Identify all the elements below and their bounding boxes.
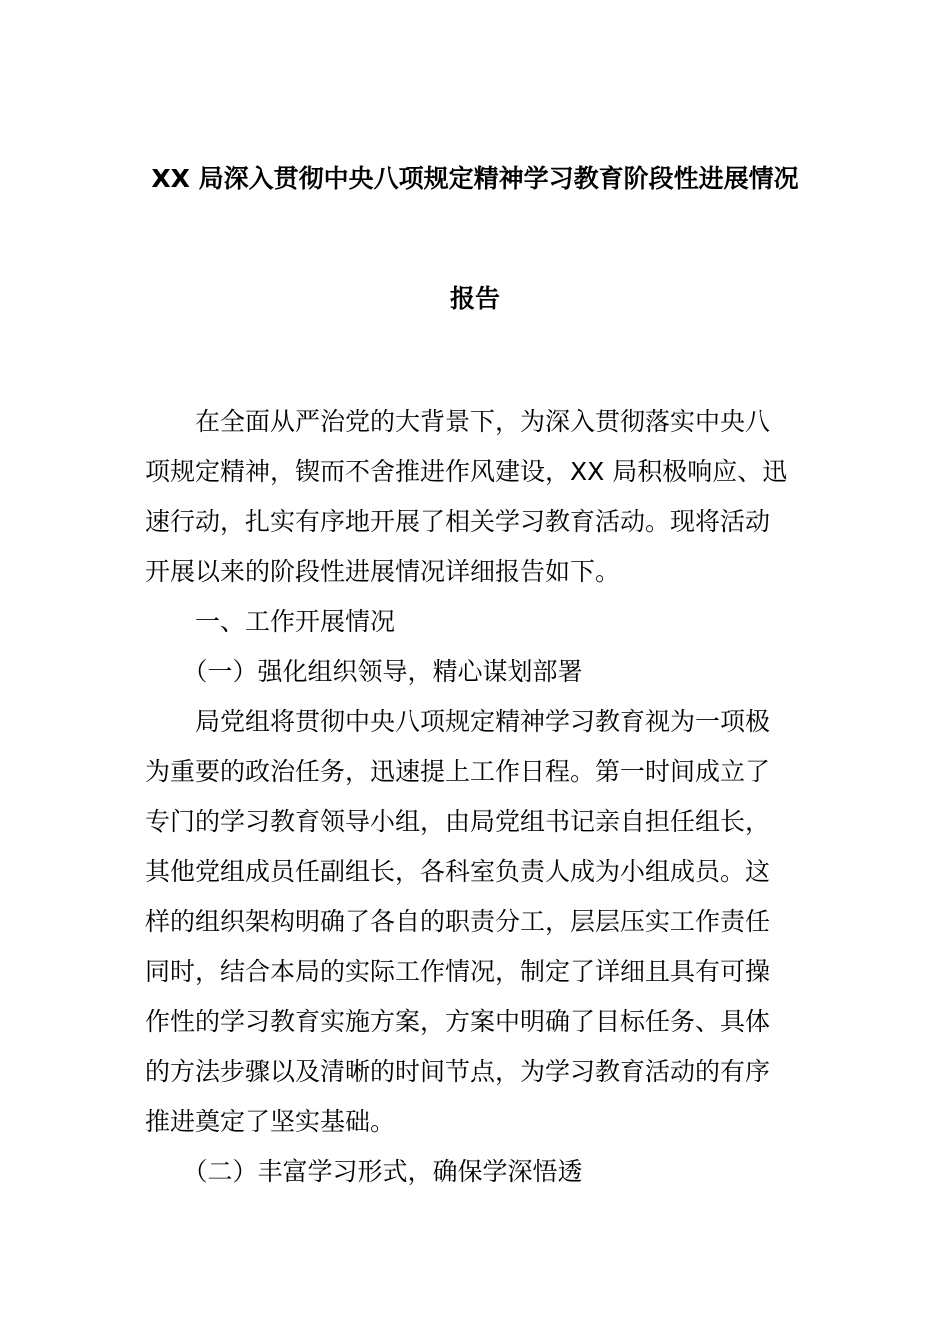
paragraph-line: 的方法步骤以及清晰的时间节点，为学习教育活动的有序 (145, 1057, 771, 1086)
section-heading: 一、工作开展情况 (145, 607, 396, 636)
paragraph-line: 同时，结合本局的实际工作情况，制定了详细且具有可操 (145, 957, 771, 986)
paragraph-line: 在全面从严治党的大背景下，为深入贯彻落实中央八 (145, 407, 771, 436)
paragraph-line: 专门的学习教育领导小组，由局党组书记亲自担任组长， (145, 807, 771, 836)
paragraph-line: 项规定精神，锲而不舍推进作风建设，XX 局积极响应、迅 (145, 457, 788, 486)
paragraph-line: 速行动，扎实有序地开展了相关学习教育活动。现将活动 (145, 507, 771, 536)
paragraph-line: 推进奠定了坚实基础。 (145, 1107, 396, 1136)
paragraph-line: 局党组将贯彻中央八项规定精神学习教育视为一项极 (145, 707, 771, 736)
document-title-line-2: 报告 (449, 284, 500, 313)
subsection-heading: （一）强化组织领导，精心谋划部署 (145, 657, 583, 686)
paragraph-line: 其他党组成员任副组长，各科室负责人成为小组成员。这 (145, 857, 771, 886)
paragraph-line: 作性的学习教育实施方案，方案中明确了目标任务、具体 (145, 1007, 771, 1036)
paragraph-line: 为重要的政治任务，迅速提上工作日程。第一时间成立了 (145, 757, 771, 786)
subsection-heading: （二）丰富学习形式，确保学深悟透 (145, 1157, 583, 1186)
paragraph-line: 样的组织架构明确了各自的职责分工，层层压实工作责任 (145, 907, 771, 936)
paragraph-line: 开展以来的阶段性进展情况详细报告如下。 (145, 557, 621, 586)
document-title-line-1: XX 局深入贯彻中央八项规定精神学习教育阶段性进展情况 (151, 164, 799, 193)
